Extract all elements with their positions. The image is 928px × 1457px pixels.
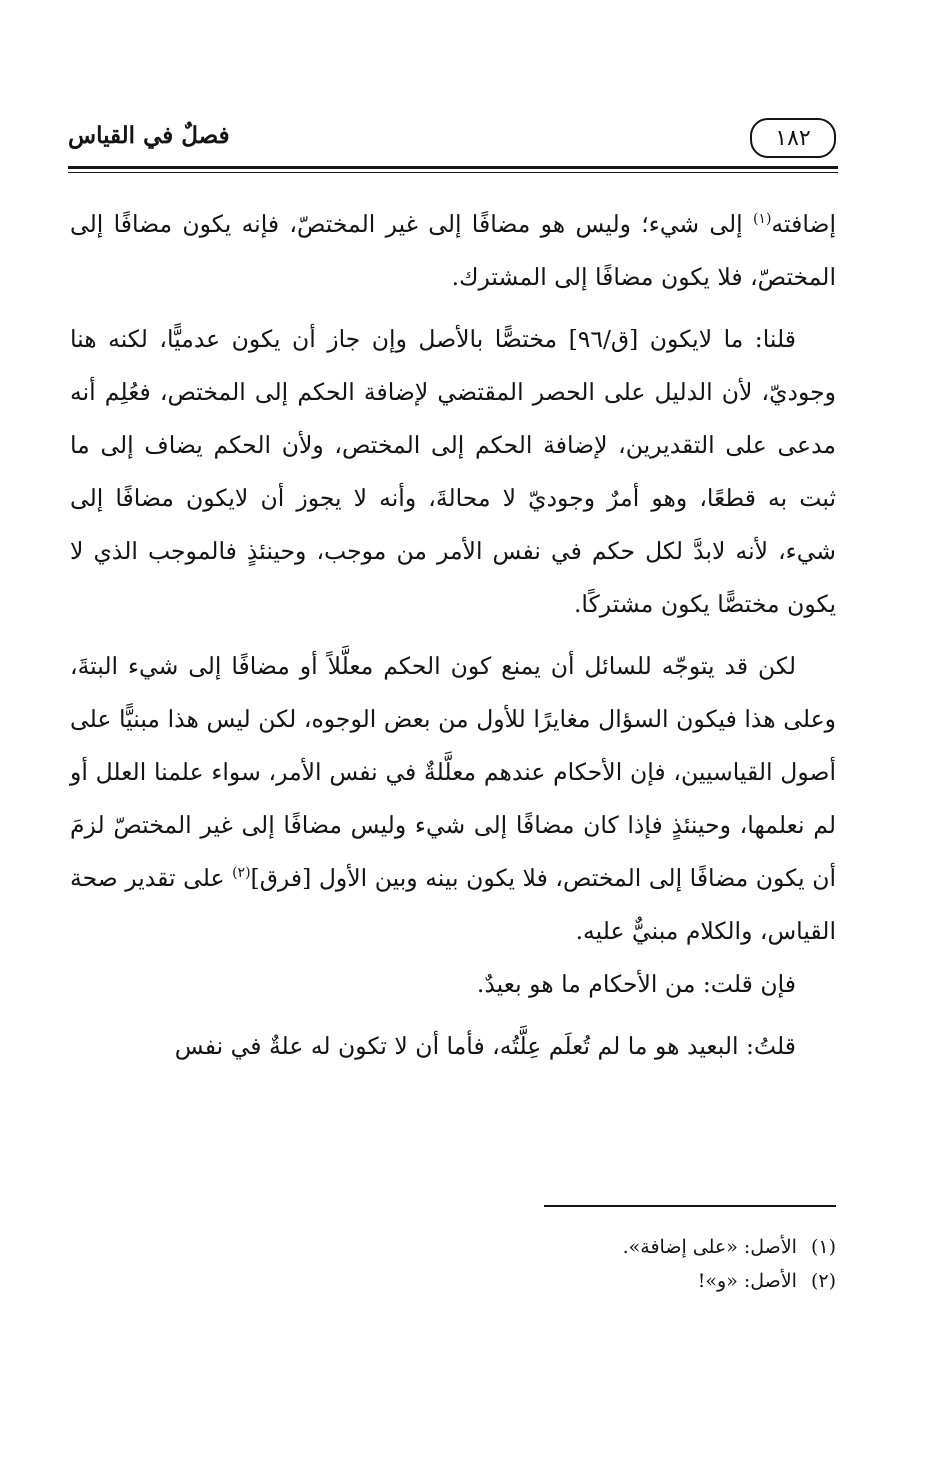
paragraph-3 <box>70 640 836 958</box>
header-rule-thick <box>68 166 838 169</box>
paragraph-1-text-a: إضافته <box>771 210 836 238</box>
header-rule-thin <box>68 172 838 173</box>
paragraph-4: فإن قلت: من الأحكام ما هو بعيدٌ. <box>476 970 796 998</box>
page-number: ١٨٢ <box>750 118 836 158</box>
footnote-ref-2: (٢) <box>232 865 251 882</box>
paragraph-5: قلتُ: البعيد هو ما لم تُعلَم عِلَّتُه، فأما أن لا تكون له علةٌ في نفس <box>174 1032 796 1060</box>
footnote-ref-1: (١) <box>752 211 772 228</box>
paragraph-1 <box>70 198 836 304</box>
footnote-1-number: (١) <box>810 1236 836 1258</box>
running-title: فصلٌ في القياس <box>68 122 230 149</box>
footnote-2 <box>236 1264 836 1298</box>
footnote-2-number: (٢) <box>810 1270 836 1292</box>
footnote-2-text: الأصل: «و»! <box>697 1270 797 1292</box>
footnote-1-text: الأصل: «على إضافة». <box>622 1236 797 1258</box>
paragraph-1-text-b: إلى شيء؛ وليس هو مضافًا إلى غير المختصّ، فإنه يكون مضافًا إلى المختصّ، فلا يكون مضافًا إلى المشترك. <box>70 210 836 291</box>
footnote-separator <box>544 1205 836 1207</box>
footnote-1 <box>236 1230 836 1264</box>
paragraph-3-text-b: على تقدير صحة القياس، والكلام مبنيٌّ عليه. <box>70 864 836 945</box>
paragraph-2: قلنا: ما لايكون [ق/٩٦] مختصًّا بالأصل وإن جاز أن يكون عدميًّا، لكنه هنا وجوديّ، لأن الدليل على الحصر المقتضي لإضافة الحكم إلى المختص، فعُلِم أنه مدعى على التقديرين، لإضافة الحكم إلى المختص، ولأن الحكم يضاف إلى ما ثبت به قطعًا، وهو أمرٌ وجوديّ لا محالةَ، وأنه لا يجوز أن لايكون مضافًا إلى شيء، لأنه لابدَّ لكل حكم في نفس الأمر من موجب، وحينئذٍ فالموجب الذي لا يكون مختصًّا يكون مشتركًا. <box>70 325 836 618</box>
body-text <box>70 198 836 1073</box>
paragraph-3-text-a: لكن قد يتوجّه للسائل أن يمنع كون الحكم معلَّلاً أو مضافًا إلى شيء البتةَ، وعلى هذا فيكون السؤال مغايرًا للأول من بعض الوجوه، لكن ليس هذا مبنيًّا على أصول القياسيين، فإن الأحكام عندهم معلَّلةٌ في نفس الأمر، سواء علمنا العلل أو لم نعلمها، وحينئذٍ فإذا كان مضافًا إلى شيء وليس مضافًا إلى غير المختصّ لزمَ أن يكون مضافًا إلى المختص، فلا يكون بينه وبين الأول [فرق] <box>70 652 836 892</box>
page-header <box>68 118 836 168</box>
footnotes <box>236 1230 836 1298</box>
